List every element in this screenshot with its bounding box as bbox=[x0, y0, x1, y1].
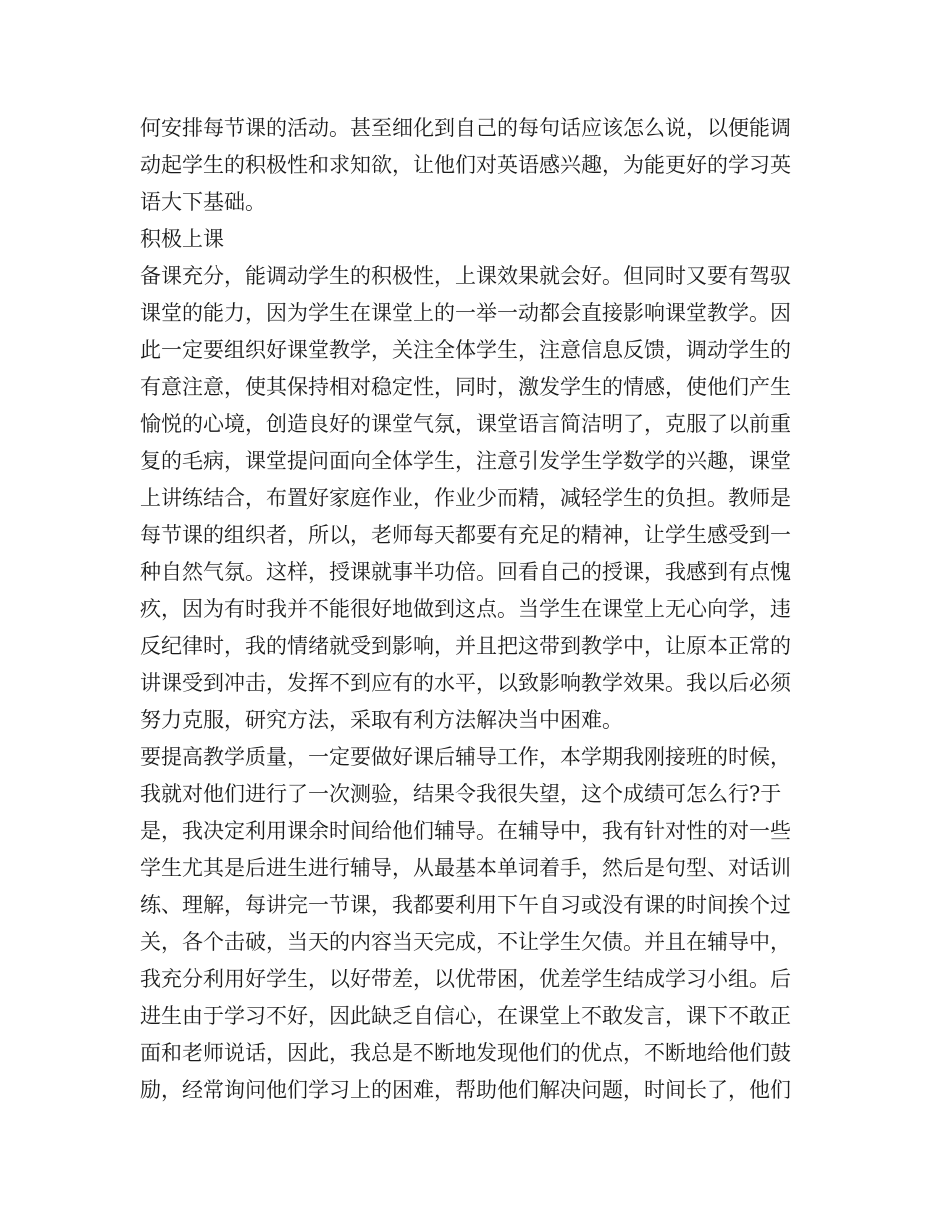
class-paragraph: 备课充分，能调动学生的积极性，上课效果就会好。但同时又要有驾驭 课堂的能力，因为学生在课堂上的一举一动都会直接影响课堂教学。因 此一定要组织好课堂教学，关注全体学生，注意信息反馈，调动学生的 有意注意，使其保持相对稳定性，同时，激发学生的情感，使他们产生 愉悦的心境，创造良好的课堂气氛，课堂语言简洁明了，克服了以前重 复的毛病，课堂提问面向全体学生，注意引发学生学数学的兴趣，课堂 上讲练结合，布置好家庭作业，作业少而精，减轻学生的负担。教师是 每节课的组织者，所以，老师每天都要有充足的精神，让学生感受到一 种自然气氛。这样，授课就事半功倍。回看自己的授课，我感到有点愧 疚，因为有时我并不能很好地做到这点。当学生在课堂上无心向学，违 反纪律时，我的情绪就受到影响，并且把这带到教学中，让原本正常的 讲课受到冲击，发挥不到应有的水平，以致影响教学效果。我以后必须 努力克服，研究方法，采取有利方法解决当中困难。 bbox=[140, 264, 791, 732]
tutoring-paragraph: 要提高教学质量，一定要做好课后辅导工作，本学期我刚接班的时候， 我就对他们进行了一次测验，结果令我很失望，这个成绩可怎么行?于 是，我决定利用课余时间给他们辅导。在辅导中，我有针对性的对一些 学生尤其是后进生进行辅导，从最基本单词着手，然后是句型、对话训 练、理解，每讲完一节课，我都要利用下午自习或没有课的时间挨个过 关，各个击破，当天的内容当天完成，不让学生欠债。并且在辅导中， 我充分利用好学生，以好带差，以优带困，优差学生结成学习小组。后 进生由于学习不好，因此缺乏自信心，在课堂上不敢发言，课下不敢正 面和老师说话，因此，我总是不断地发现他们的优点，不断地给他们鼓 励，经常询问他们学习上的困难，帮助他们解决问题，时间长了，他们 bbox=[140, 745, 791, 1102]
document-body bbox=[140, 110, 812, 1109]
section-heading: 积极上课 bbox=[140, 227, 224, 251]
intro-paragraph: 何安排每节课的活动。甚至细化到自己的每句话应该怎么说，以便能调 动起学生的积极性和求知欲，让他们对英语感兴趣，为能更好的学习英 语大下基础。 bbox=[140, 116, 791, 214]
